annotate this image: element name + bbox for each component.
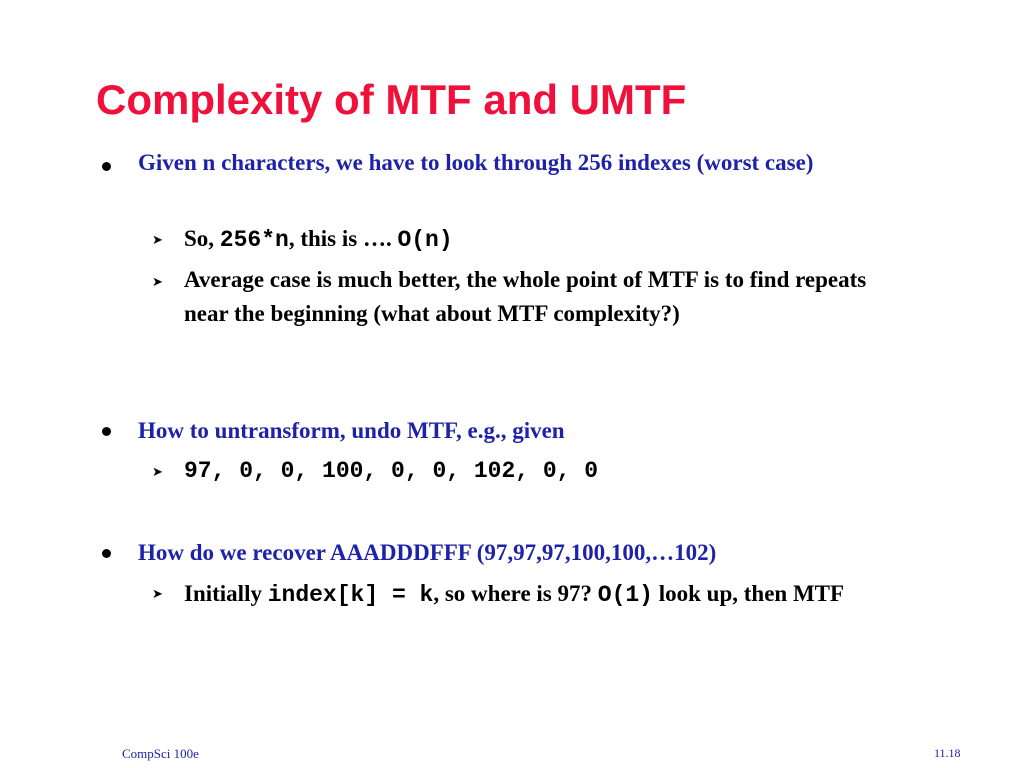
footer-page-number: 11.18 <box>934 746 961 760</box>
code-index-assignment: index[k] = k <box>267 582 434 608</box>
sub-bullet-1-1-middle: , this is …. <box>288 226 398 251</box>
code-big-o-1: O(1) <box>597 582 653 608</box>
sub-bullet-3-1-suffix: look up, then MTF <box>652 581 845 606</box>
bullet-dot-icon <box>102 162 111 171</box>
code-big-o-n: O(n) <box>397 227 453 253</box>
sub-bullet-3-1-prefix: Initially <box>184 581 268 606</box>
sub-bullet-arrow-icon: ➤ <box>152 233 163 248</box>
sub-bullet-2-1-code: 97, 0, 0, 100, 0, 0, 102, 0, 0 <box>184 458 599 484</box>
bullet-1-text: Given n characters, we have to look through 256 indexes (worst case) <box>138 150 814 175</box>
bullet-2-text: How to untransform, undo MTF, e.g., given <box>138 418 565 443</box>
sub-bullet-arrow-icon: ➤ <box>152 465 163 480</box>
bullet-3-text: How do we recover AAADDDFFF (97,97,97,100,100,…102) <box>138 540 717 565</box>
sub-bullet-1-1-prefix: So, <box>184 226 220 251</box>
bullet-dot-icon <box>102 549 111 558</box>
sub-bullet-3-1 <box>184 577 904 612</box>
sub-bullet-arrow-icon: ➤ <box>152 587 163 602</box>
bullet-dot-icon <box>102 427 111 436</box>
slide-title: Complexity of MTF and UMTF <box>96 76 687 123</box>
footer-course: CompSci 100e <box>122 746 199 761</box>
sub-bullet-1-2: Average case is much better, the whole point of MTF is to find repeats near the beginning (what about MTF complexity?) <box>184 267 867 326</box>
sub-bullet-1-1 <box>184 222 914 257</box>
sub-bullet-3-1-middle: , so where is 97? <box>433 581 598 606</box>
sub-bullet-arrow-icon: ➤ <box>152 275 163 290</box>
code-256n: 256*n <box>219 227 289 253</box>
